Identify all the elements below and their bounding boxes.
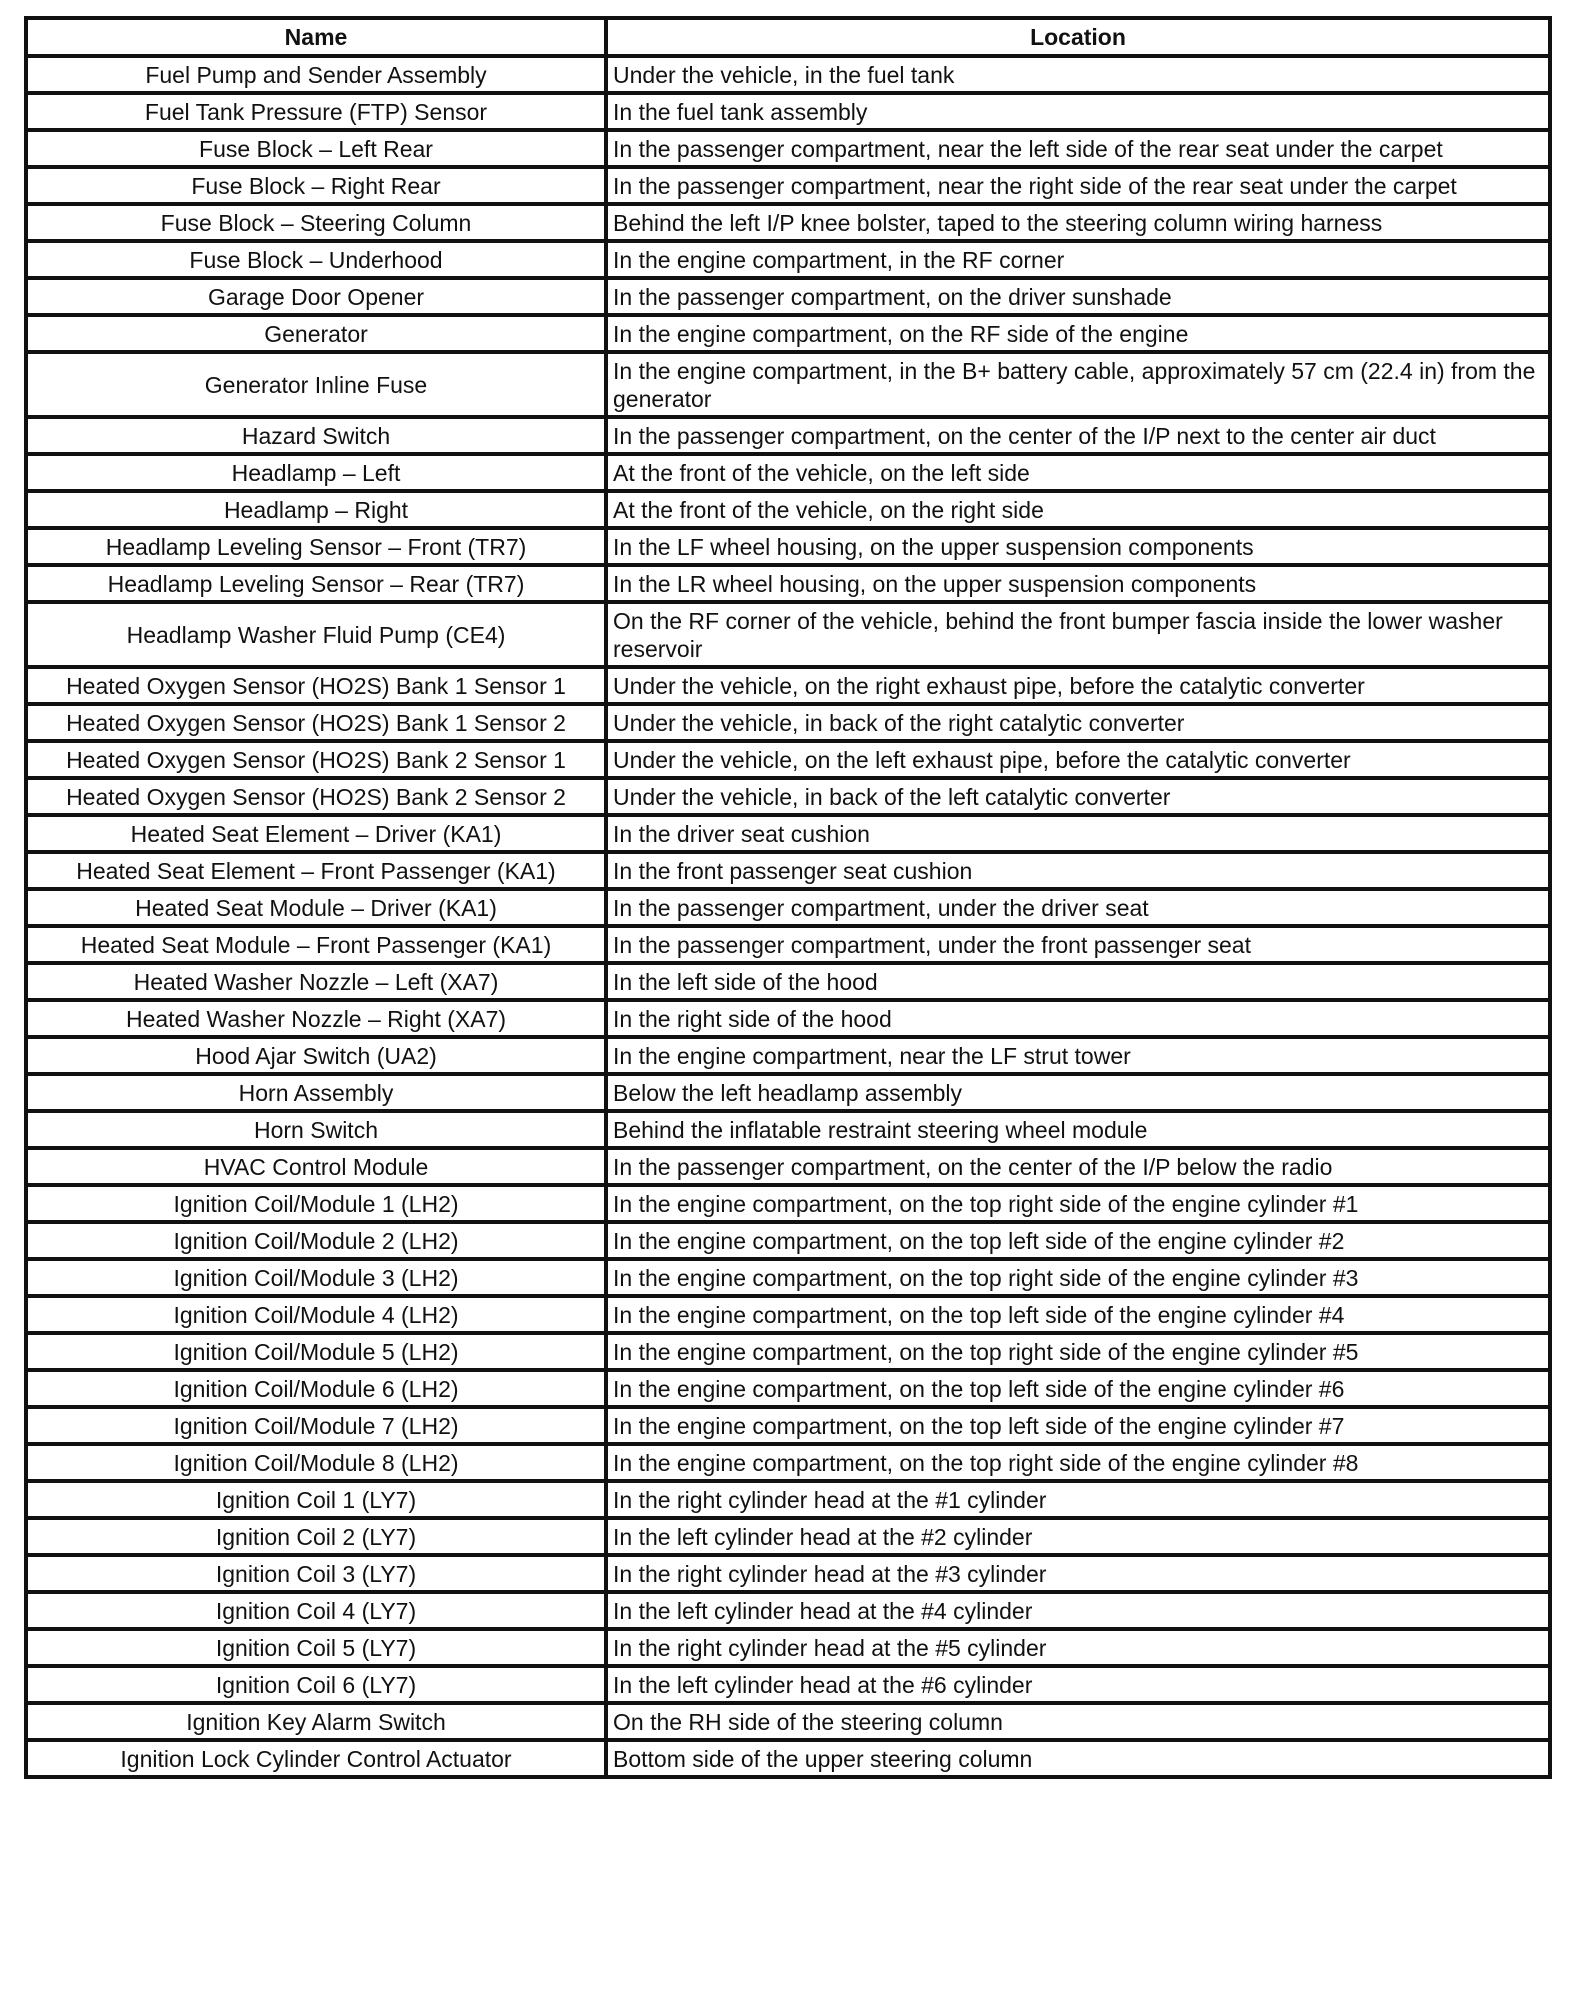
table-row	[26, 704, 1550, 741]
component-location-cell: Behind the left I/P knee bolster, taped to the steering column wiring harness	[606, 204, 1550, 241]
table-row	[26, 278, 1550, 315]
component-location-cell: At the front of the vehicle, on the left side	[606, 454, 1550, 491]
table-row	[26, 1296, 1550, 1333]
component-location-cell: In the left cylinder head at the #2 cylinder	[606, 1518, 1550, 1555]
column-header-location: Location	[606, 18, 1550, 56]
component-location-cell: In the passenger compartment, on the center of the I/P next to the center air duct	[606, 417, 1550, 454]
component-location-cell: In the passenger compartment, on the driver sunshade	[606, 278, 1550, 315]
component-name-cell: Heated Oxygen Sensor (HO2S) Bank 2 Sensor 2	[26, 778, 606, 815]
table-row	[26, 528, 1550, 565]
column-header-name: Name	[26, 18, 606, 56]
component-location-cell: In the right side of the hood	[606, 1000, 1550, 1037]
table-row	[26, 1740, 1550, 1777]
component-name-cell: Ignition Coil/Module 6 (LH2)	[26, 1370, 606, 1407]
component-name-cell: Heated Washer Nozzle – Right (XA7)	[26, 1000, 606, 1037]
component-name-cell: Ignition Lock Cylinder Control Actuator	[26, 1740, 606, 1777]
table-row	[26, 1629, 1550, 1666]
table-row	[26, 1185, 1550, 1222]
component-location-cell: In the right cylinder head at the #5 cylinder	[606, 1629, 1550, 1666]
component-name-cell: Ignition Coil 3 (LY7)	[26, 1555, 606, 1592]
component-location-cell: In the driver seat cushion	[606, 815, 1550, 852]
table-row	[26, 1222, 1550, 1259]
component-name-cell: Ignition Coil/Module 7 (LH2)	[26, 1407, 606, 1444]
component-name-cell: Ignition Coil 6 (LY7)	[26, 1666, 606, 1703]
table-row	[26, 1481, 1550, 1518]
component-location-cell: In the engine compartment, in the RF corner	[606, 241, 1550, 278]
component-location-cell: In the left cylinder head at the #6 cylinder	[606, 1666, 1550, 1703]
component-name-cell: Heated Seat Module – Front Passenger (KA1)	[26, 926, 606, 963]
component-location-cell: Under the vehicle, on the left exhaust pipe, before the catalytic converter	[606, 741, 1550, 778]
component-location-cell: In the passenger compartment, under the driver seat	[606, 889, 1550, 926]
component-location-cell: Behind the inflatable restraint steering wheel module	[606, 1111, 1550, 1148]
table-row	[26, 1148, 1550, 1185]
component-name-cell: Ignition Coil/Module 4 (LH2)	[26, 1296, 606, 1333]
component-location-cell: In the left side of the hood	[606, 963, 1550, 1000]
table-row	[26, 315, 1550, 352]
component-location-cell: Under the vehicle, in back of the left catalytic converter	[606, 778, 1550, 815]
table-row	[26, 815, 1550, 852]
component-name-cell: Headlamp – Left	[26, 454, 606, 491]
component-name-cell: Heated Oxygen Sensor (HO2S) Bank 1 Sensor 1	[26, 667, 606, 704]
component-name-cell: Hood Ajar Switch (UA2)	[26, 1037, 606, 1074]
component-name-cell: Garage Door Opener	[26, 278, 606, 315]
table-row	[26, 56, 1550, 93]
component-name-cell: HVAC Control Module	[26, 1148, 606, 1185]
component-location-cell: In the engine compartment, on the top left side of the engine cylinder #2	[606, 1222, 1550, 1259]
component-name-cell: Generator Inline Fuse	[26, 352, 606, 417]
component-location-cell: In the engine compartment, near the LF strut tower	[606, 1037, 1550, 1074]
table-row	[26, 352, 1550, 417]
component-location-cell: On the RH side of the steering column	[606, 1703, 1550, 1740]
component-name-cell: Fuse Block – Steering Column	[26, 204, 606, 241]
component-name-cell: Fuse Block – Underhood	[26, 241, 606, 278]
component-name-cell: Heated Seat Element – Front Passenger (KA1)	[26, 852, 606, 889]
component-name-cell: Ignition Coil 5 (LY7)	[26, 1629, 606, 1666]
component-name-cell: Ignition Coil/Module 5 (LH2)	[26, 1333, 606, 1370]
table-row	[26, 1370, 1550, 1407]
table-row	[26, 167, 1550, 204]
component-location-cell: At the front of the vehicle, on the right side	[606, 491, 1550, 528]
table-row	[26, 1666, 1550, 1703]
table-row	[26, 1592, 1550, 1629]
table-row	[26, 1333, 1550, 1370]
component-name-cell: Headlamp Washer Fluid Pump (CE4)	[26, 602, 606, 667]
table-row	[26, 204, 1550, 241]
table-row	[26, 1074, 1550, 1111]
table-row	[26, 741, 1550, 778]
component-location-cell: In the fuel tank assembly	[606, 93, 1550, 130]
table-row	[26, 454, 1550, 491]
table-row	[26, 130, 1550, 167]
component-location-cell: In the passenger compartment, on the center of the I/P below the radio	[606, 1148, 1550, 1185]
component-location-cell: In the engine compartment, on the top left side of the engine cylinder #6	[606, 1370, 1550, 1407]
table-row	[26, 1444, 1550, 1481]
table-row	[26, 889, 1550, 926]
component-location-cell: In the engine compartment, on the top left side of the engine cylinder #7	[606, 1407, 1550, 1444]
table-row	[26, 1259, 1550, 1296]
component-location-cell: Below the left headlamp assembly	[606, 1074, 1550, 1111]
component-location-cell: Under the vehicle, in back of the right catalytic converter	[606, 704, 1550, 741]
table-header	[26, 18, 1550, 56]
component-name-cell: Fuse Block – Right Rear	[26, 167, 606, 204]
component-name-cell: Ignition Coil/Module 2 (LH2)	[26, 1222, 606, 1259]
component-name-cell: Ignition Coil/Module 8 (LH2)	[26, 1444, 606, 1481]
component-name-cell: Hazard Switch	[26, 417, 606, 454]
component-name-cell: Heated Seat Element – Driver (KA1)	[26, 815, 606, 852]
table-row	[26, 491, 1550, 528]
table-row	[26, 93, 1550, 130]
component-name-cell: Horn Switch	[26, 1111, 606, 1148]
table-row	[26, 565, 1550, 602]
component-name-cell: Heated Oxygen Sensor (HO2S) Bank 2 Sensor 1	[26, 741, 606, 778]
component-location-cell: In the left cylinder head at the #4 cylinder	[606, 1592, 1550, 1629]
component-location-cell: In the engine compartment, on the top right side of the engine cylinder #1	[606, 1185, 1550, 1222]
component-location-cell: On the RF corner of the vehicle, behind the front bumper fascia inside the lower washer reservoir	[606, 602, 1550, 667]
component-name-cell: Heated Seat Module – Driver (KA1)	[26, 889, 606, 926]
component-name-cell: Headlamp Leveling Sensor – Front (TR7)	[26, 528, 606, 565]
component-name-cell: Ignition Coil 1 (LY7)	[26, 1481, 606, 1518]
component-name-cell: Generator	[26, 315, 606, 352]
table-row	[26, 778, 1550, 815]
component-name-cell: Fuse Block – Left Rear	[26, 130, 606, 167]
header-row	[26, 18, 1550, 56]
component-name-cell: Ignition Coil/Module 1 (LH2)	[26, 1185, 606, 1222]
table-row	[26, 926, 1550, 963]
component-location-cell: In the LF wheel housing, on the upper suspension components	[606, 528, 1550, 565]
component-location-table	[24, 16, 1552, 1779]
table-row	[26, 963, 1550, 1000]
component-name-cell: Ignition Coil/Module 3 (LH2)	[26, 1259, 606, 1296]
table-row	[26, 1111, 1550, 1148]
table-row	[26, 1555, 1550, 1592]
component-name-cell: Headlamp – Right	[26, 491, 606, 528]
component-name-cell: Ignition Key Alarm Switch	[26, 1703, 606, 1740]
component-location-cell: In the right cylinder head at the #1 cylinder	[606, 1481, 1550, 1518]
table-row	[26, 417, 1550, 454]
component-name-cell: Ignition Coil 4 (LY7)	[26, 1592, 606, 1629]
component-location-cell: In the right cylinder head at the #3 cylinder	[606, 1555, 1550, 1592]
table-row	[26, 1518, 1550, 1555]
table-row	[26, 1703, 1550, 1740]
table-row	[26, 1407, 1550, 1444]
component-location-cell: In the engine compartment, on the RF side of the engine	[606, 315, 1550, 352]
component-location-cell: In the engine compartment, on the top left side of the engine cylinder #4	[606, 1296, 1550, 1333]
table-row	[26, 602, 1550, 667]
table-row	[26, 667, 1550, 704]
component-name-cell: Fuel Pump and Sender Assembly	[26, 56, 606, 93]
component-location-cell: In the engine compartment, on the top right side of the engine cylinder #3	[606, 1259, 1550, 1296]
component-location-cell: In the front passenger seat cushion	[606, 852, 1550, 889]
component-location-cell: In the passenger compartment, under the front passenger seat	[606, 926, 1550, 963]
component-location-cell: In the passenger compartment, near the left side of the rear seat under the carpet	[606, 130, 1550, 167]
component-name-cell: Horn Assembly	[26, 1074, 606, 1111]
component-location-cell: In the engine compartment, on the top right side of the engine cylinder #8	[606, 1444, 1550, 1481]
component-location-cell: In the LR wheel housing, on the upper suspension components	[606, 565, 1550, 602]
component-name-cell: Fuel Tank Pressure (FTP) Sensor	[26, 93, 606, 130]
component-location-cell: In the passenger compartment, near the right side of the rear seat under the carpet	[606, 167, 1550, 204]
component-name-cell: Heated Washer Nozzle – Left (XA7)	[26, 963, 606, 1000]
component-name-cell: Heated Oxygen Sensor (HO2S) Bank 1 Sensor 2	[26, 704, 606, 741]
component-name-cell: Headlamp Leveling Sensor – Rear (TR7)	[26, 565, 606, 602]
component-location-cell: In the engine compartment, on the top right side of the engine cylinder #5	[606, 1333, 1550, 1370]
component-location-cell: Bottom side of the upper steering column	[606, 1740, 1550, 1777]
component-location-cell: In the engine compartment, in the B+ battery cable, approximately 57 cm (22.4 in) from the generator	[606, 352, 1550, 417]
table-body	[26, 56, 1550, 1777]
table-row	[26, 1000, 1550, 1037]
component-name-cell: Ignition Coil 2 (LY7)	[26, 1518, 606, 1555]
component-location-cell: Under the vehicle, in the fuel tank	[606, 56, 1550, 93]
table-row	[26, 241, 1550, 278]
component-location-cell: Under the vehicle, on the right exhaust pipe, before the catalytic converter	[606, 667, 1550, 704]
table-row	[26, 1037, 1550, 1074]
table-row	[26, 852, 1550, 889]
